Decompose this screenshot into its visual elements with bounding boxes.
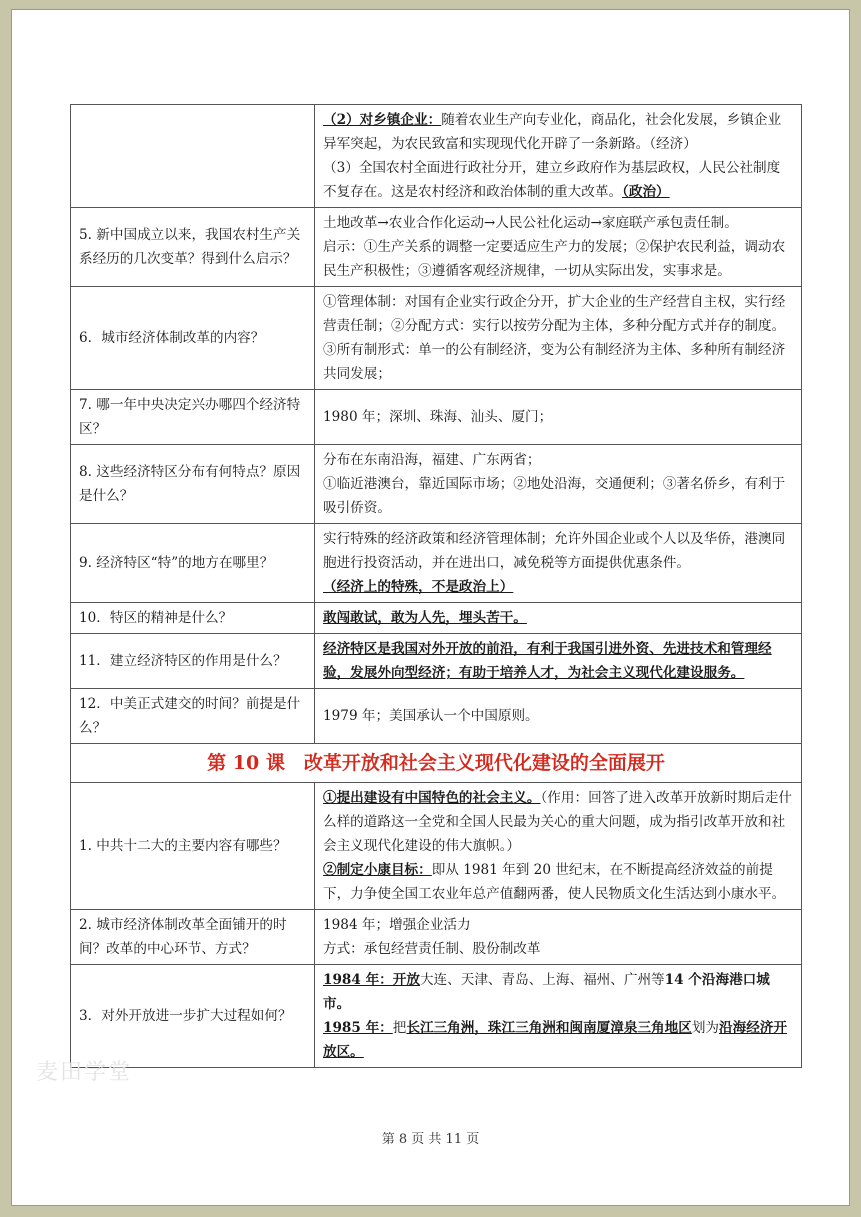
answer-text: 大连、天津、青岛、上海、福州、广州等 — [419, 972, 665, 988]
answer-cell — [315, 287, 802, 390]
table-row — [71, 208, 802, 287]
answer-cell — [315, 965, 802, 1068]
document-page — [12, 10, 849, 1205]
table-row — [71, 105, 802, 208]
question-cell: 9. 经济特区“特”的地方在哪里？ — [71, 524, 315, 603]
question-cell: 7. 哪一年中央决定兴办哪四个经济特区？ — [71, 390, 315, 445]
table-row — [71, 603, 802, 634]
answer-text: （2）对乡镇企业： — [323, 112, 442, 128]
question-cell: 1. 中共十二大的主要内容有哪些？ — [71, 783, 315, 910]
question-cell: 11．建立经济特区的作用是什么？ — [71, 634, 315, 689]
answer-cell — [315, 783, 802, 910]
answer-text: 1984 年：开放 — [323, 972, 420, 988]
table-row — [71, 287, 802, 390]
answer-text: ①临近港澳台，靠近国际市场；②地处沿海，交通便利；③著名侨乡，有利于吸引侨资。 — [323, 476, 786, 516]
answer-text: 14 个沿海港口城市。 — [323, 972, 770, 1012]
answer-text: （作用：回答了进入改革开放新时期后走什么样的道路这一全党和全国人民最为关心的重大问题，成为指引改革开放和社会主义现代化建设的伟大旗帜。） — [323, 790, 792, 854]
lesson-title: 第 10 课 改革开放和社会主义现代化建设的全面展开 — [71, 744, 802, 783]
answer-text: ①管理体制：对国有企业实行政企分开，扩大企业的生产经营自主权，实行经营责任制；②分配方式：实行以按劳分配为主体，多种分配方式并存的制度。③所有制形式：单一的公有制经济，变为公有制经济为主体、多种所有制经济共同发展； — [323, 294, 786, 382]
answer-cell — [315, 910, 802, 965]
answer-cell — [315, 634, 802, 689]
question-cell: 10．特区的精神是什么？ — [71, 603, 315, 634]
table-row — [71, 390, 802, 445]
answer-text: 长江三角洲，珠江三角洲和闽南厦漳泉三角地区 — [406, 1020, 692, 1036]
question-cell: 3．对外开放进一步扩大过程如何？ — [71, 965, 315, 1068]
answer-text: 1979 年；美国承认一个中国原则。 — [323, 708, 539, 724]
answer-text: ②制定小康目标： — [323, 862, 432, 878]
answer-text: 分布在东南沿海，福建、广东两省； — [323, 452, 541, 468]
answer-text: 即从 1981 年到 20 世纪末，在不断提高经济效益的前提下，力争使全国工农业年总产值翻两番，使人民物质文化生活达到小康水平。 — [323, 862, 786, 902]
answer-text: 把 — [392, 1020, 407, 1036]
question-cell: 2. 城市经济体制改革全面铺开的时间？改革的中心环节、方式？ — [71, 910, 315, 965]
answer-cell — [315, 208, 802, 287]
answer-text: 沿海经济开放区。 — [323, 1020, 787, 1060]
answer-text: 1984 年；增强企业活力 — [323, 917, 471, 933]
answer-text: （经济上的特殊，不是政治上） — [323, 579, 514, 595]
lesson-row — [71, 744, 802, 783]
answer-text: 划为 — [691, 1020, 720, 1036]
table-row — [71, 634, 802, 689]
table-row — [71, 910, 802, 965]
answer-cell — [315, 524, 802, 603]
answer-text: 实行特殊的经济政策和经济管理体制；允许外国企业或个人以及华侨，港澳同胞进行投资活动，并在进出口，减免税等方面提供优惠条件。 — [323, 531, 786, 571]
table-row — [71, 965, 802, 1068]
page-number-footer: 第 8 页 共 11 页 — [381, 1132, 480, 1147]
answer-text: 方式：承包经营责任制、股份制改革 — [323, 941, 541, 957]
answer-text: 经济特区是我国对外开放的前沿，有利于我国引进外资、先进技术和管理经验，发展外向型经济；有助于培养人才，为社会主义现代化建设服务。 — [323, 641, 772, 681]
answer-text: 1985 年： — [323, 1020, 393, 1036]
question-cell: 8. 这些经济特区分布有何特点？原因是什么？ — [71, 445, 315, 524]
answer-cell — [315, 689, 802, 744]
answer-text: 土地改革→农业合作化运动→人民公社化运动→家庭联产承包责任制。 — [323, 215, 738, 231]
answer-cell — [315, 603, 802, 634]
answer-text: 启示：①生产关系的调整一定要适应生产力的发展；②保护农民利益，调动农民生产积极性；③遵循客观经济规律，一切从实际出发，实事求是。 — [323, 239, 786, 279]
answer-cell — [315, 390, 802, 445]
table-row — [71, 783, 802, 910]
answer-text: （3）全国农村全面进行政社分开，建立乡政府作为基层政权，人民公社制度不复存在。这是农村经济和政治体制的重大改革。 — [323, 160, 781, 200]
question-cell: 6．城市经济体制改革的内容？ — [71, 287, 315, 390]
question-cell — [71, 105, 315, 208]
table-row — [71, 445, 802, 524]
answer-cell — [315, 105, 802, 208]
answer-text: 1980 年；深圳、珠海、汕头、厦门； — [323, 409, 553, 425]
question-cell: 12．中美正式建交的时间？前提是什么？ — [71, 689, 315, 744]
answer-cell — [315, 445, 802, 524]
study-table — [70, 104, 802, 1068]
question-cell: 5. 新中国成立以来，我国农村生产关系经历的几次变革？得到什么启示？ — [71, 208, 315, 287]
answer-text: ①提出建设有中国特色的社会主义。 — [323, 790, 541, 806]
answer-text: （政治） — [622, 184, 670, 200]
table-row — [71, 524, 802, 603]
answer-text: 随着农业生产向专业化，商品化，社会化发展，乡镇企业异军突起，为农民致富和实现现代化开辟了一条新路。（经济） — [323, 112, 782, 152]
answer-text: 敢闯敢试，敢为人先，埋头苦干。 — [323, 610, 527, 626]
watermark: 麦田学堂 — [36, 1060, 133, 1085]
table-row — [71, 689, 802, 744]
